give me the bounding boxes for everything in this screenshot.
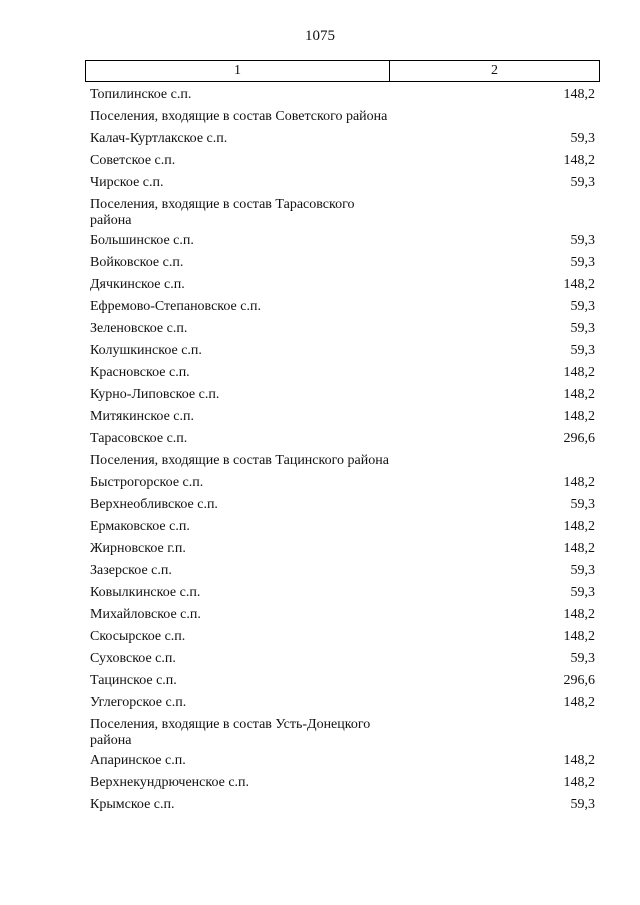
settlement-name: Красновское с.п. [90, 365, 190, 380]
settlement-name: Чирское с.п. [90, 175, 164, 190]
settlement-value: 148,2 [563, 277, 595, 292]
settlement-value: 59,3 [570, 255, 595, 270]
table-row [90, 671, 595, 693]
table-row [90, 129, 595, 151]
settlement-value: 148,2 [563, 607, 595, 622]
table-row [90, 173, 595, 195]
settlement-name: Советское с.п. [90, 153, 176, 168]
settlement-name: Курно-Липовское с.п. [90, 387, 220, 402]
settlement-name: Тацинское с.п. [90, 673, 177, 688]
table-row [90, 151, 595, 173]
settlement-name: Ермаковское с.п. [90, 519, 190, 534]
settlement-value: 148,2 [563, 695, 595, 710]
settlement-name: Митякинское с.п. [90, 409, 194, 424]
table-row [90, 341, 595, 363]
table-row [90, 319, 595, 341]
page-number: 1075 [305, 28, 335, 44]
table-header [85, 60, 600, 82]
table-row [90, 85, 595, 107]
settlement-name: Дячкинское с.п. [90, 277, 185, 292]
column-header-1: 1 [86, 61, 390, 81]
table-row [90, 275, 595, 297]
table-row [90, 751, 595, 773]
settlement-name: Большинское с.п. [90, 233, 194, 248]
settlement-value: 148,2 [563, 87, 595, 102]
table-body [90, 85, 595, 817]
settlement-name: Жирновское г.п. [90, 541, 186, 556]
settlement-name: Верхнекундрюченское с.п. [90, 775, 250, 790]
settlement-value: 148,2 [563, 775, 595, 790]
settlement-value: 59,3 [570, 563, 595, 578]
settlement-value: 148,2 [563, 541, 595, 556]
table-row [90, 517, 595, 539]
settlement-value: 59,3 [570, 299, 595, 314]
settlement-name: Поселения, входящие в состав Тарасовского района [90, 197, 355, 228]
settlement-name: Апаринское с.п. [90, 753, 186, 768]
settlement-name: Поселения, входящие в состав Тацинского района [90, 453, 389, 468]
settlement-name: Ефремово-Степановское с.п. [90, 299, 261, 314]
settlement-value: 59,3 [570, 585, 595, 600]
table-row [90, 693, 595, 715]
settlement-name: Михайловское с.п. [90, 607, 201, 622]
settlement-value: 148,2 [563, 409, 595, 424]
table-row [90, 715, 595, 751]
table-row [90, 605, 595, 627]
table-row [90, 451, 595, 473]
settlement-value: 148,2 [563, 387, 595, 402]
table-row [90, 473, 595, 495]
table-row [90, 407, 595, 429]
settlement-value: 59,3 [570, 233, 595, 248]
settlement-name: Колушкинское с.п. [90, 343, 202, 358]
settlement-value: 148,2 [563, 153, 595, 168]
settlement-name: Зеленовское с.п. [90, 321, 188, 336]
settlement-value: 148,2 [563, 365, 595, 380]
table-row [90, 795, 595, 817]
table-row [90, 195, 595, 231]
settlement-name: Топилинское с.п. [90, 87, 192, 102]
settlement-value: 59,3 [570, 651, 595, 666]
table-row [90, 495, 595, 517]
settlement-name: Поселения, входящие в состав Советского района [90, 109, 388, 124]
table-row [90, 627, 595, 649]
settlement-value: 59,3 [570, 131, 595, 146]
table-row [90, 363, 595, 385]
table-row [90, 231, 595, 253]
settlement-name: Поселения, входящие в состав Усть-Донецкого района [90, 717, 371, 748]
column-header-2: 2 [491, 63, 498, 78]
settlement-value: 59,3 [570, 497, 595, 512]
settlement-value: 148,2 [563, 475, 595, 490]
settlement-value: 148,2 [563, 519, 595, 534]
settlement-value: 296,6 [563, 431, 595, 446]
settlement-value: 148,2 [563, 753, 595, 768]
table-row [90, 539, 595, 561]
settlement-name: Зазерское с.п. [90, 563, 172, 578]
table-row [90, 773, 595, 795]
table-row [90, 583, 595, 605]
settlement-name: Скосырское с.п. [90, 629, 186, 644]
settlement-name: Верхнеобливское с.п. [90, 497, 218, 512]
table-row [90, 561, 595, 583]
settlement-value: 296,6 [563, 673, 595, 688]
settlement-value: 148,2 [563, 629, 595, 644]
table-row [90, 107, 595, 129]
settlement-name: Крымское с.п. [90, 797, 175, 812]
settlement-name: Тарасовское с.п. [90, 431, 188, 446]
settlement-value: 59,3 [570, 343, 595, 358]
table-row [90, 429, 595, 451]
table-row [90, 385, 595, 407]
settlement-name: Калач-Куртлакское с.п. [90, 131, 228, 146]
settlement-name: Войковское с.п. [90, 255, 184, 270]
settlement-value: 59,3 [570, 797, 595, 812]
settlement-name: Углегорское с.п. [90, 695, 187, 710]
table-row [90, 253, 595, 275]
settlement-value: 59,3 [570, 321, 595, 336]
settlement-name: Суховское с.п. [90, 651, 176, 666]
settlement-name: Быстрогорское с.п. [90, 475, 204, 490]
table-row [90, 297, 595, 319]
settlement-value: 59,3 [570, 175, 595, 190]
table-row [90, 649, 595, 671]
settlement-name: Ковылкинское с.п. [90, 585, 201, 600]
